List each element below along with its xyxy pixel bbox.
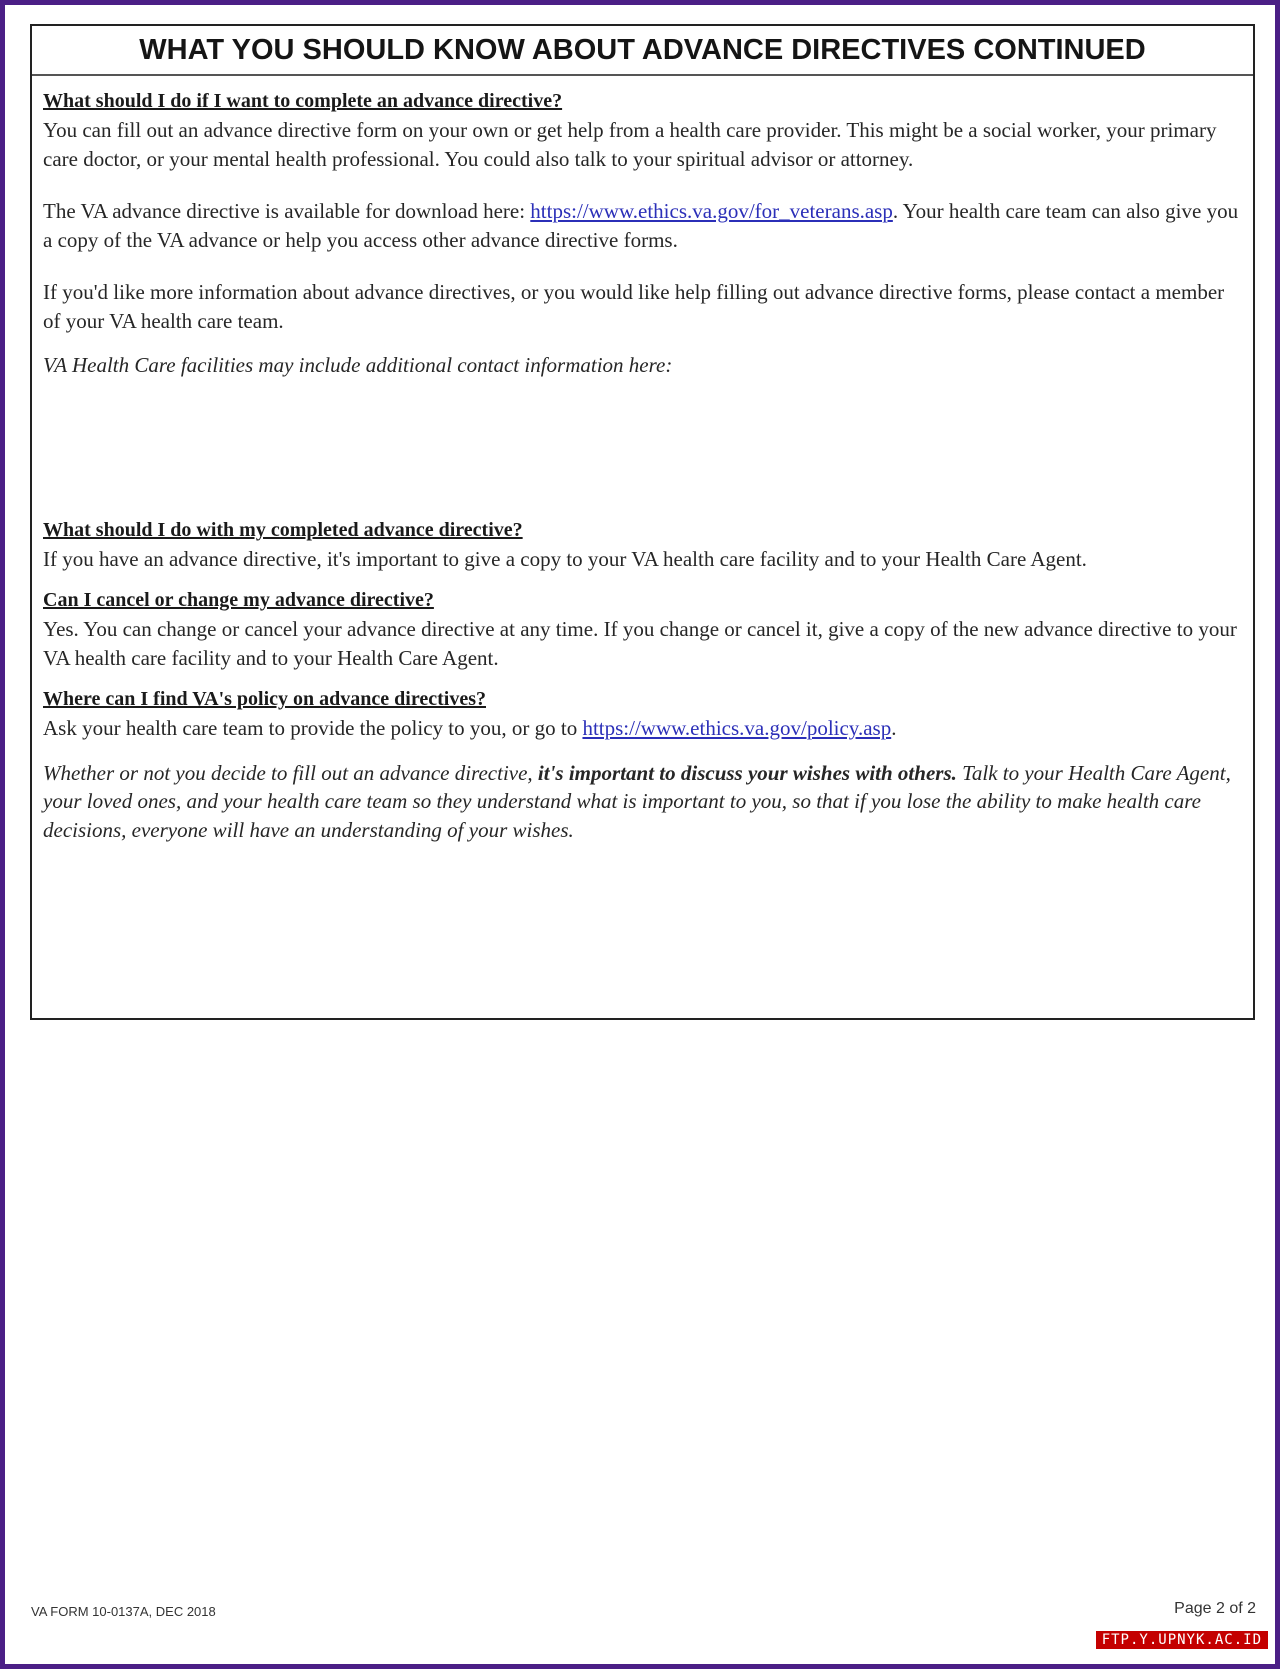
download-text-after: . Your health care team can also give you a copy of the VA advance or help you access other advance directive forms. [43, 199, 1239, 252]
closing-text-before: Whether or not you decide to fill out an advance directive, [43, 760, 538, 785]
advance-directives-box [30, 24, 1255, 1020]
paragraph-complete-3: If you'd like more information about advance directives, or you would like help filling out advance directive forms, please contact a member of your VA health care team. [43, 280, 1225, 333]
box-header [32, 26, 1253, 76]
heading-cancel: Can I cancel or change my advance directive? [43, 589, 434, 611]
form-id: VA FORM 10-0137A, DEC 2018 [31, 1604, 216, 1619]
policy-link[interactable]: https://www.ethics.va.gov/policy.asp [582, 716, 892, 740]
page-number: Page 2 of 2 [1174, 1600, 1256, 1617]
page-title: WHAT YOU SHOULD KNOW ABOUT ADVANCE DIRECTIVES CONTINUED [139, 33, 1146, 66]
paragraph-completed: If you have an advance directive, it's important to give a copy to your VA health care facility and to your Health Care Agent. [43, 546, 1087, 571]
paragraph-complete-1: You can fill out an advance directive form on your own or get help from a health care provider. This might be a social worker, your primary care doctor, or your mental health professional. You could also talk to your spiritual advisor or attorney. [43, 118, 1217, 171]
box-body [32, 76, 1253, 844]
closing-paragraph [43, 759, 1243, 845]
contact-note: VA Health Care facilities may include additional contact information here: [43, 353, 673, 377]
policy-text: Ask your health care team to provide the policy to you, or go to [43, 716, 583, 740]
heading-completed: What should I do with my completed advance directive? [43, 518, 523, 541]
closing-emphasis: it's important to discuss your wishes with others. [537, 760, 957, 785]
paragraph-policy [43, 714, 1243, 743]
heading-policy: Where can I find VA's policy on advance directives? [43, 688, 486, 710]
contact-info-space [43, 380, 1243, 517]
heading-complete: What should I do if I want to complete an advance directive? [43, 90, 563, 112]
download-text: The VA advance directive is available for download here: [43, 199, 531, 223]
watermark-badge: FTP.Y.UPNYK.AC.ID [1096, 1631, 1268, 1649]
closing-text-after: Talk to your Health Care Agent, your loved ones, and your health care team so they understand what is important to you, so that if you lose the ability to make health care decisions, everyone will have an understanding of your wishes. [43, 760, 1231, 842]
policy-text-after: . [891, 716, 897, 740]
paragraph-cancel: Yes. You can change or cancel your advance directive at any time. If you change or cancel it, give a copy of the new advance directive to your VA health care facility and to your Health Care Agent. [43, 617, 1237, 670]
paragraph-complete-2 [43, 197, 1243, 254]
veterans-form-link[interactable]: https://www.ethics.va.gov/for_veterans.asp [530, 199, 893, 223]
